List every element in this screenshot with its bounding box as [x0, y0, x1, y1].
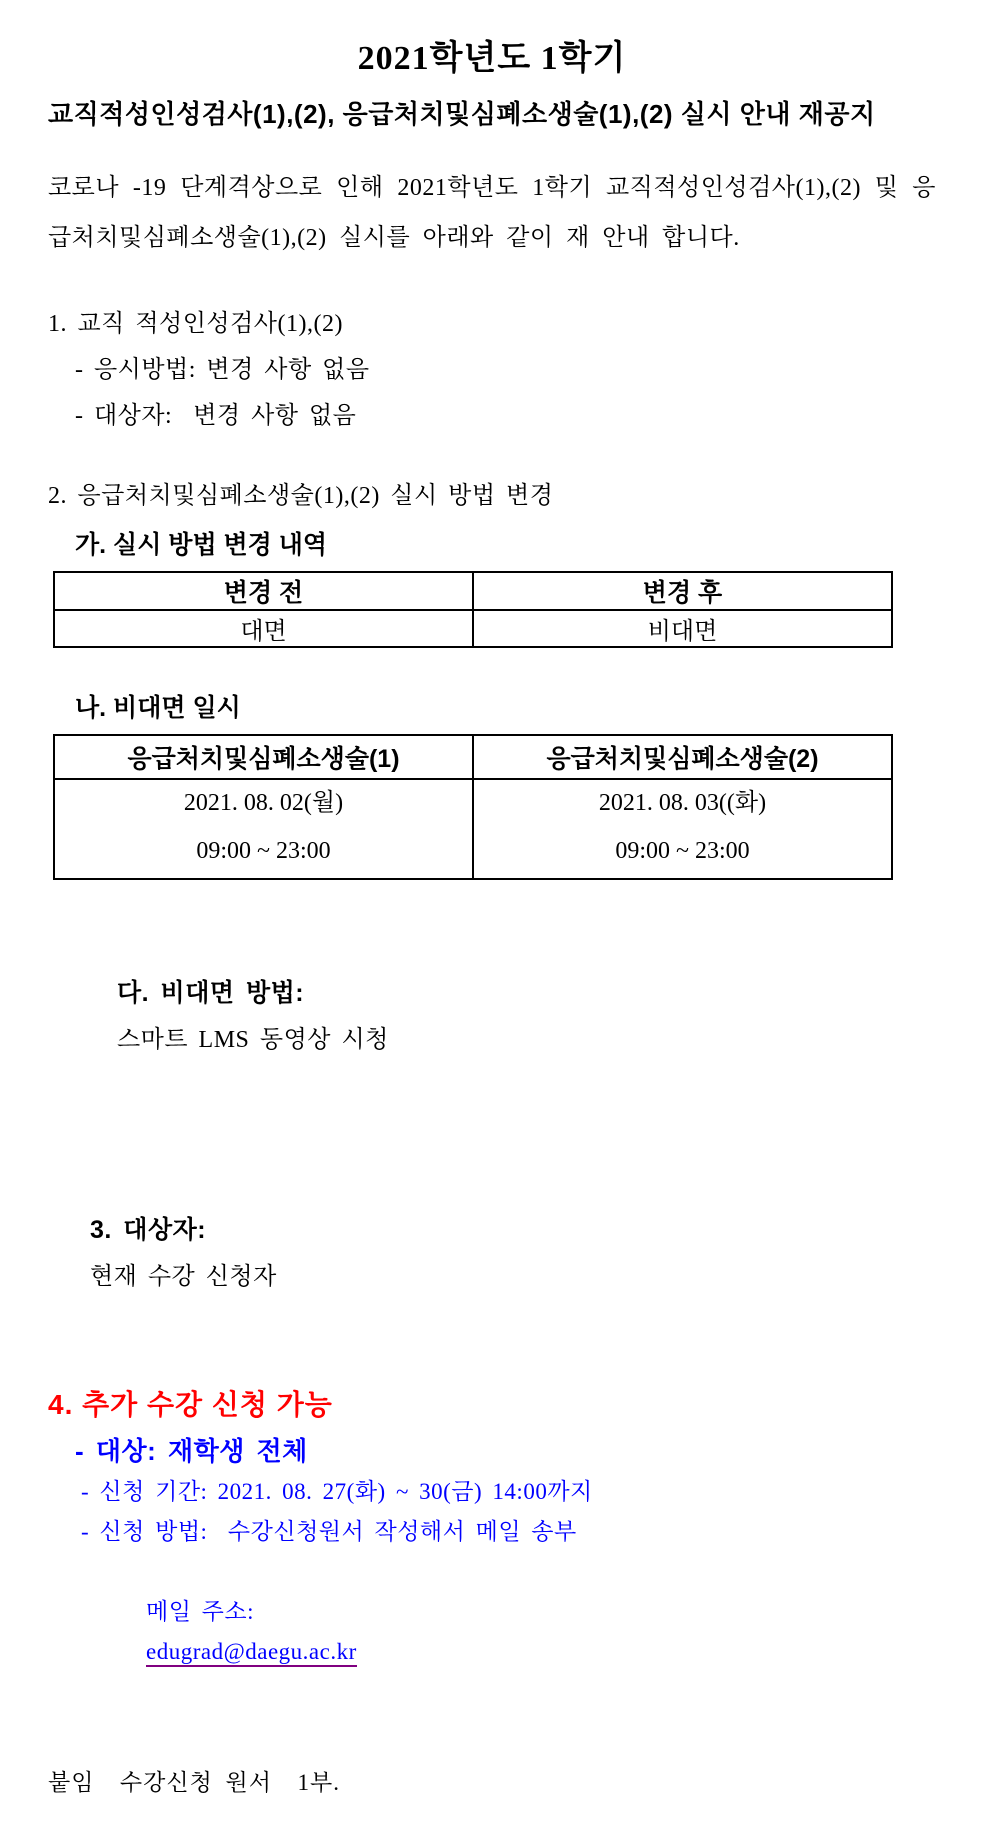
section1-heading: 1. 교직 적성인성검사(1),(2) [48, 310, 343, 337]
table-header-row [54, 735, 892, 779]
section2c-value: 스마트 LMS 동영상 시청 [117, 1026, 389, 1053]
section2-heading: 2. 응급처치및심폐소생술(1),(2) 실시 방법 변경 [48, 482, 554, 509]
course2-time: 09:00 ~ 23:00 [615, 837, 750, 864]
course1-time: 09:00 ~ 23:00 [196, 837, 331, 864]
email-label: 메일 주소: [146, 1598, 255, 1624]
table-row [54, 610, 892, 647]
section2c-label: 다. 비대면 방법: [117, 978, 305, 1007]
table-cell-course1-schedule [54, 779, 473, 879]
section4-period-line: - 신청 기간: 2021. 08. 27(화) ~ 30(금) 14:00까지 [81, 1478, 593, 1504]
course2-date: 2021. 08. 03((화) [598, 789, 767, 816]
change-method-table [53, 571, 893, 648]
page-title: 2021학년도 1학기 [357, 40, 627, 77]
section1-item-method: - 응시방법: 변경 사항 없음 [75, 356, 370, 383]
table-header-cell-course2: 응급처치및심폐소생술(2) [473, 735, 892, 779]
section4-email-line [48, 1552, 936, 1712]
page-subtitle: 교직적성인성검사(1),(2), 응급처치및심폐소생술(1),(2) 실시 안내 재공지 [48, 98, 876, 129]
email-link[interactable]: edugrad@daegu.ac.kr [146, 1639, 357, 1667]
table-cell-course2-schedule [473, 779, 892, 879]
table-header-cell-before: 변경 전 [54, 572, 473, 610]
table-header-cell-after: 변경 후 [473, 572, 892, 610]
section2b-heading: 나. 비대면 일시 [75, 693, 241, 722]
table-cell-after-value: 비대면 [473, 610, 892, 647]
section3-label: 3. 대상자: [90, 1215, 207, 1244]
table-cell-before-value: 대면 [54, 610, 473, 647]
intro-paragraph: 코로나 -19 단계격상으로 인해 2021학년도 1학기 교직적성인성검사(1),(2) 및 응급처치및심폐소생술(1),(2) 실시를 아래와 같이 재 안내 합니다. [48, 174, 936, 251]
section4-method-line: - 신청 방법: 수강신청원서 작성해서 메일 송부 [81, 1518, 577, 1544]
table-header-row [54, 572, 892, 610]
schedule-table [53, 734, 893, 880]
section1-item-target: - 대상자: 변경 사항 없음 [75, 402, 357, 429]
course1-date: 2021. 08. 02(월) [183, 789, 344, 816]
table-header-cell-course1: 응급처치및심폐소생술(1) [54, 735, 473, 779]
section3-line [48, 1161, 936, 1346]
section2c-line [48, 924, 936, 1109]
section4-heading: 4. 추가 수강 신청 가능 [48, 1388, 333, 1420]
section3-value: 현재 수강 신청자 [90, 1263, 277, 1290]
section2a-heading: 가. 실시 방법 변경 내역 [75, 530, 328, 559]
section4-target-line: - 대상: 재학생 전체 [75, 1435, 308, 1466]
table-row [54, 779, 892, 879]
attachment-note: 붙임 수강신청 원서 1부. [48, 1769, 340, 1795]
